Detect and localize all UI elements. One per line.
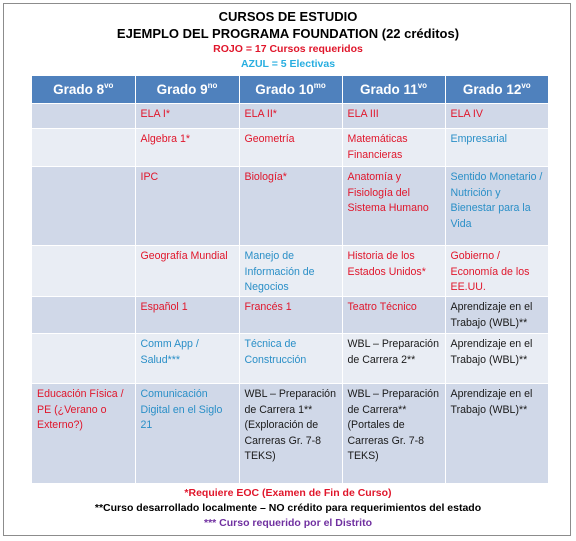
page-subtitle: EJEMPLO DEL PROGRAMA FOUNDATION (22 créditos)	[116, 26, 460, 41]
table-cell: ELA III	[342, 104, 445, 129]
page-title: CURSOS DE ESTUDIO	[218, 9, 358, 24]
table-cell: Geometría	[239, 129, 342, 167]
table-cell: Biología*	[239, 167, 342, 246]
table-cell	[32, 246, 135, 297]
table-row	[32, 334, 548, 384]
header-row	[32, 76, 548, 104]
table-cell: Gobierno / Economía de los EE.UU.	[445, 246, 548, 297]
table-cell: Español 1	[135, 297, 239, 334]
table-cell: Empresarial	[445, 129, 548, 167]
header-label: Grado 9	[156, 82, 208, 97]
table-row	[32, 104, 548, 129]
table-cell: Comm App / Salud***	[135, 334, 239, 384]
footnote-local: **Curso desarrollado localmente – NO crédito para requerimientos del estado	[94, 502, 482, 514]
footnote-district: *** Curso requerido por el Distrito	[203, 517, 373, 529]
table-cell: Matemáticas Financieras	[342, 129, 445, 167]
table-row	[32, 167, 548, 246]
table-row	[32, 297, 548, 334]
table-cell: WBL – Preparación de Carrera 2**	[342, 334, 445, 384]
table-cell: ELA II*	[239, 104, 342, 129]
table-row	[32, 129, 548, 167]
table-cell: Geografía Mundial	[135, 246, 239, 297]
table-cell: Manejo de Información de Negocios	[239, 246, 342, 297]
table-cell: Aprendizaje en el Trabajo (WBL)**	[445, 334, 548, 384]
table-cell: IPC	[135, 167, 239, 246]
header-suffix: vo	[104, 81, 114, 90]
header-grade-9	[135, 76, 239, 104]
legend-electives: AZUL = 5 Electivas	[240, 58, 336, 70]
table-cell: Teatro Técnico	[342, 297, 445, 334]
table-cell: Aprendizaje en el Trabajo (WBL)**	[445, 384, 548, 483]
table-cell: Educación Física / PE (¿Verano o Externo?)	[32, 384, 135, 483]
table-row	[32, 246, 548, 297]
header-label: Grado 11	[359, 82, 418, 97]
table-cell: WBL – Preparación de Carrera** (Portales de Carreras Gr. 7-8 TEKS)	[342, 384, 445, 483]
table-cell: Comunicación Digital en el Siglo 21	[135, 384, 239, 483]
header-grade-8	[32, 76, 135, 104]
table-cell: ELA I*	[135, 104, 239, 129]
header-grade-10	[239, 76, 342, 104]
header-suffix: no	[207, 81, 218, 90]
table-cell: Técnica de Construcción	[239, 334, 342, 384]
course-table	[32, 76, 548, 483]
header-grade-12	[445, 76, 548, 104]
header-label: Grado 8	[53, 82, 105, 97]
table-cell: ELA IV	[445, 104, 548, 129]
header-suffix: mo	[313, 81, 326, 90]
table-cell	[32, 334, 135, 384]
table-cell	[32, 129, 135, 167]
table-cell: Historia de los Estados Unidos*	[342, 246, 445, 297]
legend-required: ROJO = 17 Cursos requeridos	[213, 43, 363, 55]
table-cell: WBL – Preparación de Carrera 1** (Exploración de Carreras Gr. 7-8 TEKS)	[239, 384, 342, 483]
table-cell: Anatomía y Fisiología del Sistema Humano	[342, 167, 445, 246]
table-cell: Algebra 1*	[135, 129, 239, 167]
table-cell	[32, 104, 135, 129]
table-cell: Aprendizaje en el Trabajo (WBL)**	[445, 297, 548, 334]
header-grade-11	[342, 76, 445, 104]
header-label: Grado 10	[255, 82, 314, 97]
footnote-eoc: *Requiere EOC (Examen de Fin de Curso)	[184, 487, 392, 499]
table-cell	[32, 167, 135, 246]
header-label: Grado 12	[462, 82, 522, 97]
table-row	[32, 384, 548, 483]
header-suffix: vo	[521, 81, 531, 90]
table-cell	[32, 297, 135, 334]
table-cell: Sentido Monetario / Nutrición y Bienestar para la Vida	[445, 167, 548, 246]
table-cell: Francés 1	[239, 297, 342, 334]
header-suffix: vo	[417, 81, 428, 90]
